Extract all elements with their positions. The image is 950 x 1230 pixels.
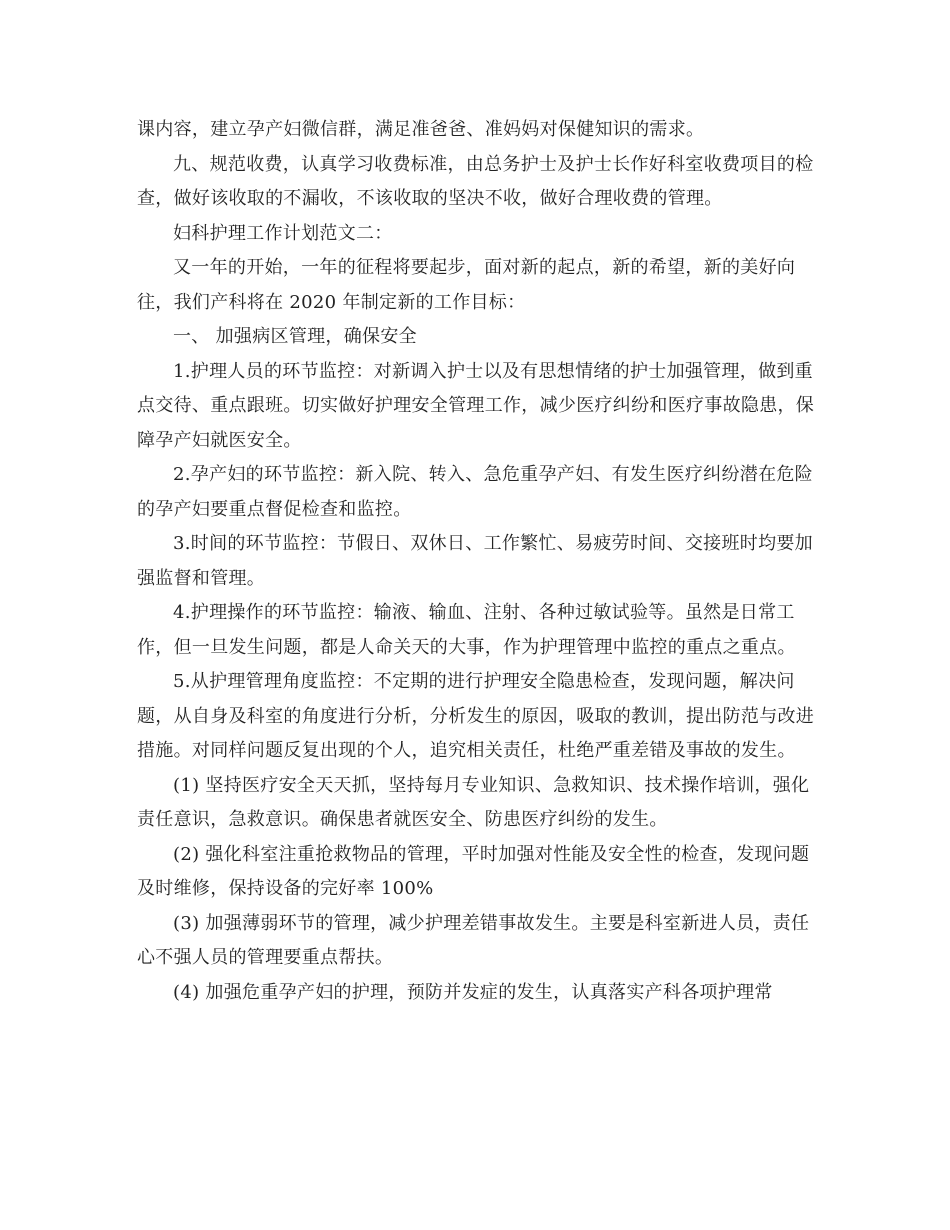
paragraph-billing: 九、规范收费，认真学习收费标准，由总务护士及护士长作好科室收费项目的检查，做好该收取的不漏收，不该收取的坚决不收，做好合理收费的管理。 [137,153,814,209]
section-heading: 一、 加强病区管理，确保安全 [173,326,417,347]
paragraph-subitem-3: (3) 加强薄弱环节的管理，减少护理差错事故发生。主要是科室新进人员，责任心不强人员的管理要重点帮扶。 [137,912,810,968]
paragraph-item-4: 4.护理操作的环节监控：输液、输血、注射、各种过敏试验等。虽然是日常工作，但一旦发生问题，都是人命关天的大事，作为护理管理中监控的重点之重点。 [137,602,796,658]
paragraph-item-2: 2.孕产妇的环节监控：新入院、转入、急危重孕产妇、有发生医疗纠纷潜在危险的孕产妇要重点督促检查和监控。 [137,464,813,520]
paragraph-sample-title: 妇科护理工作计划范文二： [173,222,393,244]
paragraph-item-3: 3.时间的环节监控：节假日、双休日、工作繁忙、易疲劳时间、交接班时均要加强监督和管理。 [137,533,813,589]
paragraph-item-5: 5.从护理管理角度监控：不定期的进行护理安全隐患检查，发现问题，解决问题，从自身及科室的角度进行分析，分析发生的原因，吸取的教训，提出防范与改进措施。对同样问题反复出现的个人，追究相关责任，杜绝严重差错及事故的发生。 [137,671,815,761]
paragraph-continuation: 课内容，建立孕产妇微信群，满足准爸爸、准妈妈对保健知识的需求。 [137,119,705,140]
paragraph-subitem-2: (2) 强化科室注重抢救物品的管理，平时加强对性能及安全性的检查，发现问题及时维修，保持设备的完好率 100% [137,843,810,899]
paragraph-subitem-4: (4) 加强危重孕产妇的护理，预防并发症的发生，认真落实产科各项护理常 [173,981,773,1003]
document-body [137,113,815,1010]
paragraph-item-1: 1.护理人员的环节监控：对新调入护士以及有思想情绪的护士加强管理，做到重点交待、重点跟班。切实做好护理安全管理工作，减少医疗纠纷和医疗事故隐患，保障孕产妇就医安全。 [137,360,815,451]
paragraph-intro: 又一年的开始，一年的征程将要起步，面对新的起点，新的希望，新的美好向往，我们产科将在 2020 年制定新的工作目标： [137,257,796,313]
paragraph-subitem-1: (1) 坚持医疗安全天天抓，坚持每月专业知识、急救知识、技术操作培训，强化责任意识，急救意识。确保患者就医安全、防患医疗纠纷的发生。 [137,774,810,830]
